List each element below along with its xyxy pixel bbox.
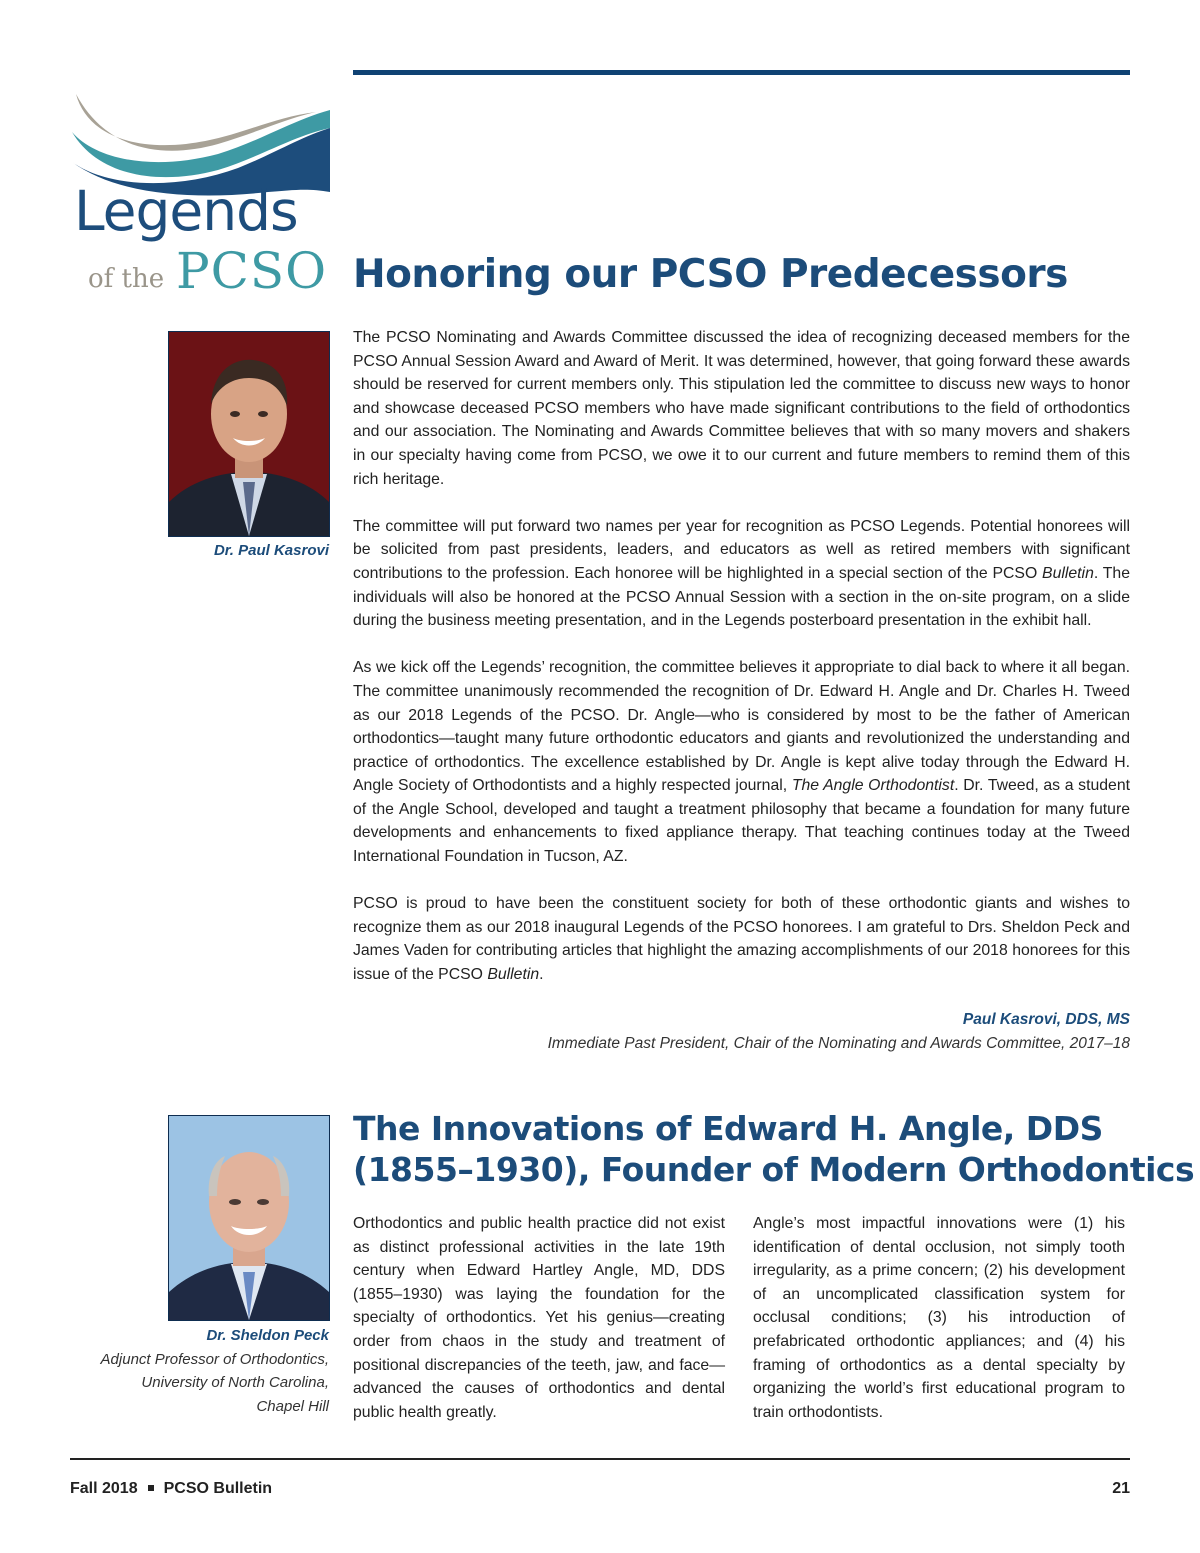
article-column-right xyxy=(753,1212,1125,1424)
footer-issue xyxy=(70,1480,272,1498)
article-title-angle xyxy=(353,1108,1194,1190)
photo-caption-kasrovi: Dr. Paul Kasrovi xyxy=(213,542,329,559)
paragraph: PCSO is proud to have been the constituent society for both of these orthodontic giants and wishes to recognize them as our 2018 inaugural Legends of the PCSO honorees. I am grateful to Drs. Sheldon Peck and James Vaden for contributing articles that highlight the amazing accomplishments of our 2018 honorees for this issue of the PCSO Bulletin. xyxy=(353,895,1130,984)
photo-caption-peck xyxy=(101,1324,329,1418)
footer-publication: PCSO Bulletin xyxy=(163,1480,273,1497)
caption-affiliation: Chapel Hill xyxy=(256,1397,329,1415)
article-body xyxy=(353,326,1130,987)
logo-word-legends: Legends xyxy=(74,179,298,243)
caption-name: Dr. Sheldon Peck xyxy=(206,1327,329,1344)
title-line: The Innovations of Edward H. Angle, DDS xyxy=(353,1109,1103,1148)
title-line: (1855–1930), Founder of Modern Orthodontics xyxy=(353,1150,1195,1189)
square-bullet-icon xyxy=(148,1485,154,1491)
caption-affiliation: Adjunct Professor of Orthodontics, xyxy=(100,1350,329,1368)
page-number: 21 xyxy=(1112,1480,1130,1497)
portrait-photo-kasrovi xyxy=(169,332,329,536)
top-rule xyxy=(353,70,1130,75)
legends-logo xyxy=(68,92,333,307)
article-title: Honoring our PCSO Predecessors xyxy=(353,252,1068,297)
caption-affiliation: University of North Carolina, xyxy=(141,1374,329,1391)
footer-season: Fall 2018 xyxy=(70,1480,138,1497)
paragraph: The PCSO Nominating and Awards Committee discussed the idea of recognizing deceased members for the PCSO Annual Session Award and Award of Merit. It was determined, however, that going forward these awards should be reserved for current members only. This stipulation led the committee to discuss new ways to honor and showcase deceased PCSO members who have made significant contributions to the field of orthodontics and our association. The Nominating and Awards Committee believes that with so many movers and shakers in our specialty having come from PCSO, we owe it to our current and future members to remind them of this rich heritage. xyxy=(353,329,1130,488)
portrait-photo-peck xyxy=(169,1116,329,1320)
footer-rule xyxy=(70,1458,1130,1460)
paragraph: Angle’s most impactful innovations were (1) his identification of dental occlusion, not simply tooth irregularity, as a prime concern; (2) his development of an uncomplicated classification system for occlusal conditions; (3) his introduction of prefabricated orthodontic appliances; and (4) his framing of orthodontics as a dental specialty by organizing the world’s first educational program to train orthodontists. xyxy=(753,1215,1125,1421)
paragraph: Orthodontics and public health practice did not exist as distinct professional activities in the late 19th century when Edward Hartley Angle, MD, DDS (1855–1930) was laying the foundation for the specialty of orthodontics. Yet his genius—creating order from chaos in the study and treatment of positional discrepancies of the teeth, jaw, and face—advanced the causes of orthodontics and dental public health greatly. xyxy=(353,1215,725,1421)
logo-word-of-the: of the xyxy=(88,264,165,294)
paragraph: The committee will put forward two names per year for recognition as PCSO Legends. Potential honorees will be solicited from past presidents, leaders, and educators as well as retired members with significant contributions to the profession. Each honoree will be highlighted in a special section of the PCSO Bulletin. The individuals will also be honored at the PCSO Annual Session with a section in the on-site program, on a slide during the business meeting presentation, and in the Legends posterboard presentation in the exhibit hall. xyxy=(353,517,1130,630)
signature-name: Paul Kasrovi, DDS, MS xyxy=(962,1011,1130,1028)
logo-word-pcso: PCSO xyxy=(176,242,328,300)
portrait-kasrovi-icon xyxy=(169,332,329,536)
paragraph: As we kick off the Legends’ recognition, the committee believes it appropriate to dial back to where it all began. The committee unanimously recommended the recognition of Dr. Edward H. Angle and Dr. Charles H. Tweed as our 2018 Legends of the PCSO. Dr. Angle—who is considered by most to be the father of American orthodontics—taught many future orthodontic educators and giants and revolutionized the understanding and practice of orthodontics. The excellence established by Dr. Angle is kept alive today through the Edward H. Angle Society of Orthodontists and a highly respected journal, The Angle Orthodontist. Dr. Tweed, as a student of the Angle School, developed and taught a treatment philosophy that became a foundation for many future developments and enhancements to fixed appliance therapy. That teaching continues today at the Tweed International Foundation in Tucson, AZ. xyxy=(353,659,1130,866)
portrait-peck-icon xyxy=(169,1116,329,1320)
article-column-left xyxy=(353,1212,725,1424)
signature-role: Immediate Past President, Chair of the Nominating and Awards Committee, 2017–18 xyxy=(547,1035,1130,1052)
